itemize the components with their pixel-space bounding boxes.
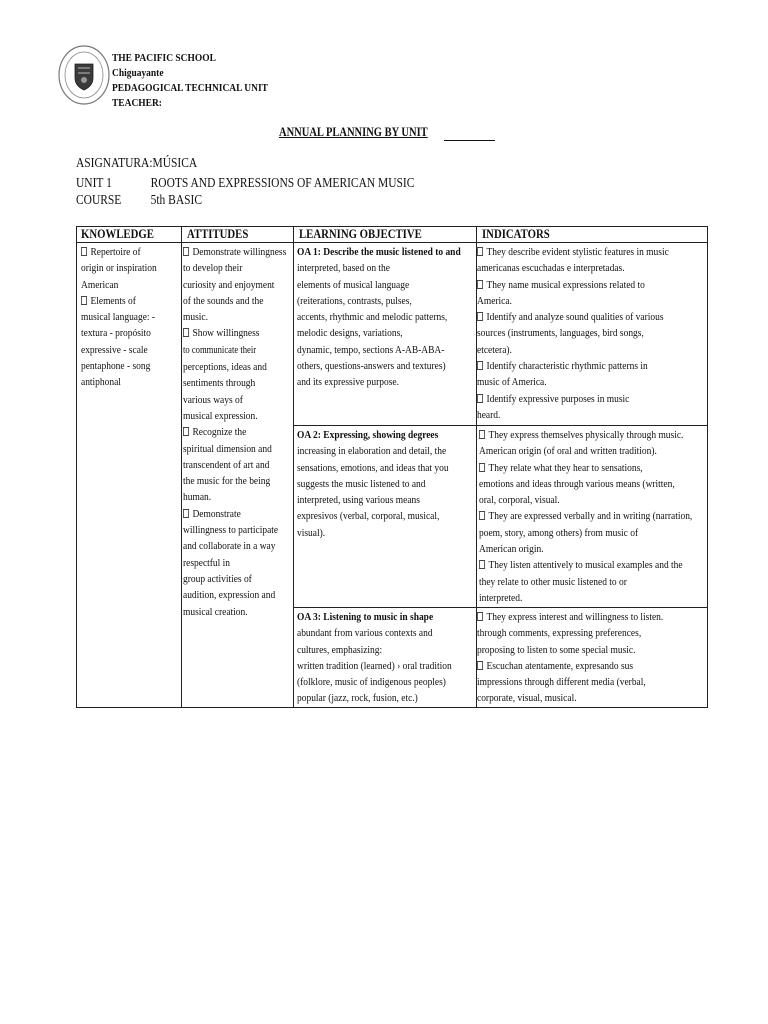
indicators-oa2-cell xyxy=(479,427,707,606)
attitude-line-text: to develop their xyxy=(183,262,243,275)
oa1-line: melodic designs, variations, xyxy=(297,327,403,340)
indicator-line-text: corporate, visual, musical. xyxy=(477,692,577,705)
indicator-line-text: they relate to other music listened to or xyxy=(479,575,627,588)
oa2-line: interpreted, using various means xyxy=(297,494,420,507)
objective-oa3 xyxy=(297,609,451,706)
indicator-line xyxy=(477,342,675,358)
indicator-line-text: They name musical expressions related to xyxy=(486,278,645,291)
indicator-line xyxy=(477,407,675,423)
indicator-line xyxy=(477,309,675,325)
indicator-line-text: americanas escuchadas e interpretadas. xyxy=(477,262,625,275)
attitude-line xyxy=(183,473,278,489)
indicator-line-text: emotions and ideas through various means (written, xyxy=(479,477,675,490)
attitude-line-text: and collaborate in a way xyxy=(183,540,276,553)
attitude-line xyxy=(183,457,278,473)
oa3-line: cultures, emphasizing: xyxy=(297,643,383,656)
planning-table xyxy=(76,226,708,708)
knowledge-line-text: American xyxy=(81,278,119,291)
bullet-box-icon xyxy=(479,463,485,472)
indicators-oa1-cell xyxy=(477,244,707,424)
indicator-line-text: Identify and analyze sound qualities of various xyxy=(486,311,664,324)
indicator-line xyxy=(477,277,675,293)
indicators-oa3-cell xyxy=(477,609,707,706)
attitude-line-text: transcendent of art and xyxy=(183,458,270,471)
oa3-line: written tradition (learned) › oral tradition xyxy=(297,659,452,672)
knowledge-line xyxy=(81,309,166,325)
bullet-box-icon xyxy=(477,280,483,289)
indicator-line xyxy=(479,525,675,541)
attitude-line-text: human. xyxy=(183,491,212,504)
indicator-line xyxy=(477,690,675,706)
oa2-lead: Expressing, showing degrees xyxy=(320,429,439,441)
attitude-line xyxy=(183,260,278,276)
oa1-line: (reiterations, contrasts, pulses, xyxy=(297,294,412,307)
indicator-line xyxy=(477,260,675,276)
oa1-line: accents, rhythmic and melodic patterns, xyxy=(297,311,448,324)
attitude-line xyxy=(183,392,278,408)
attitude-line xyxy=(183,538,278,554)
title-underline-rule xyxy=(444,140,495,141)
header-knowledge: KNOWLEDGE xyxy=(81,227,154,241)
indicator-line-text: American origin (of oral and written tradition). xyxy=(479,445,657,458)
indicator-line xyxy=(477,658,675,674)
attitude-line-text: various ways of xyxy=(183,393,243,406)
indicator-line xyxy=(479,574,675,590)
indicator-line xyxy=(477,391,675,407)
school-unit: PEDAGOGICAL TECHNICAL UNIT xyxy=(112,82,268,94)
header-attitudes: ATTITUDES xyxy=(187,227,249,241)
indicator-line-text: Escuchan atentamente, expresando sus xyxy=(486,659,634,672)
attitude-line-text: Show willingness xyxy=(192,327,260,340)
column-divider xyxy=(293,227,294,707)
indicator-line-text: America. xyxy=(477,294,512,307)
attitude-line xyxy=(183,277,278,293)
attitude-line-text: Demonstrate xyxy=(192,507,241,520)
indicator-line xyxy=(479,427,684,443)
oa1-line: interpreted, based on the xyxy=(297,262,391,275)
oa3-body xyxy=(297,625,451,706)
oa1-code: OA 1: xyxy=(297,246,321,258)
indicator-line xyxy=(479,508,693,524)
knowledge-list xyxy=(81,244,166,391)
knowledge-line-text: pentaphone - song xyxy=(81,360,151,373)
oa2-line: expresivos (verbal, corporal, musical, xyxy=(297,510,440,523)
indicator-line-text: They are expressed verbally and in writing (narration, xyxy=(488,510,693,523)
indicator-line xyxy=(477,293,675,309)
school-crest-logo xyxy=(58,44,110,106)
unit-value: ROOTS AND EXPRESSIONS OF AMERICAN MUSIC xyxy=(150,176,415,191)
indicators-oa1-list xyxy=(477,244,675,423)
course-line xyxy=(76,192,202,210)
objective-oa3-cell xyxy=(297,609,476,706)
attitude-line xyxy=(183,342,278,359)
bullet-box-icon xyxy=(477,247,483,256)
column-divider xyxy=(181,227,182,707)
indicator-line xyxy=(477,374,675,390)
attitude-line xyxy=(183,604,278,620)
knowledge-line-text: textura - propósito xyxy=(81,327,151,340)
oa2-line: visual). xyxy=(297,526,326,539)
oa3-line: popular (jazz, rock, fusion, etc.) xyxy=(297,692,418,705)
bullet-box-icon xyxy=(183,509,189,518)
oa1-lead: Describe the music listened to and xyxy=(320,246,461,258)
indicator-line xyxy=(477,625,675,641)
knowledge-line-text: origin or inspiration xyxy=(81,262,157,275)
bullet-box-icon xyxy=(81,296,87,305)
subject-line xyxy=(76,155,197,173)
attitude-line xyxy=(183,244,287,260)
header-row-divider xyxy=(77,242,707,243)
oa1-line: and its expressive purpose. xyxy=(297,376,399,389)
indicator-line-text: etcetera). xyxy=(477,343,512,356)
indicator-line xyxy=(479,492,675,508)
attitudes-cell xyxy=(183,244,293,706)
indicator-line-text: impressions through different media (verbal, xyxy=(477,676,646,689)
oa1-line: others, questions-answers and textures) xyxy=(297,360,446,373)
header-indicators: INDICATORS xyxy=(482,227,550,241)
attitude-line xyxy=(183,424,278,440)
indicator-line-text: interpreted. xyxy=(479,591,523,604)
bullet-box-icon xyxy=(477,661,483,670)
attitude-line xyxy=(183,375,278,391)
knowledge-line xyxy=(81,260,166,276)
indicator-line xyxy=(477,244,675,260)
oa3-line: (folklore, music of indigenous peoples) xyxy=(297,676,446,689)
row-divider xyxy=(293,607,707,608)
objective-oa1-cell xyxy=(297,244,476,424)
knowledge-line-text: musical language: - xyxy=(81,311,156,324)
knowledge-line-text: expressive - scale xyxy=(81,343,148,356)
attitude-line xyxy=(183,441,278,457)
attitude-line xyxy=(183,506,278,522)
school-header xyxy=(112,51,268,111)
bullet-box-icon xyxy=(479,511,485,520)
row-divider xyxy=(293,425,707,426)
attitude-line xyxy=(183,489,278,505)
indicator-line-text: They relate what they hear to sensations, xyxy=(488,461,643,474)
attitude-line xyxy=(183,359,278,375)
header-learning-objective: LEARNING OBJECTIVE xyxy=(299,227,422,241)
knowledge-cell xyxy=(81,244,180,706)
school-city: Chiguayante xyxy=(112,67,164,79)
attitude-line xyxy=(183,571,278,587)
indicator-line-text: poem, story, among others) from music of xyxy=(479,526,639,539)
knowledge-line xyxy=(81,244,166,260)
attitude-line-text: to communicate their xyxy=(183,344,257,356)
indicator-line-text: heard. xyxy=(477,408,501,421)
attitude-line xyxy=(183,325,278,341)
knowledge-line xyxy=(81,358,166,374)
bullet-box-icon xyxy=(183,427,189,436)
school-name: THE PACIFIC SCHOOL xyxy=(112,52,216,64)
attitude-line-text: spiritual dimension and xyxy=(183,442,272,455)
indicator-line xyxy=(479,460,675,476)
attitude-line xyxy=(183,522,278,538)
course-label: COURSE xyxy=(76,193,122,208)
attitudes-list xyxy=(183,244,287,620)
objective-oa2-cell xyxy=(297,427,476,606)
teacher-label: TEACHER: xyxy=(112,97,162,109)
course-value: 5th BASIC xyxy=(150,193,202,208)
indicator-line-text: proposing to listen to some special music. xyxy=(477,643,636,656)
attitude-line xyxy=(183,408,278,424)
oa2-line: sensations, emotions, and ideas that you xyxy=(297,461,449,474)
oa3-lead: Listening to music in shape xyxy=(320,611,434,623)
indicator-line xyxy=(477,642,675,658)
knowledge-line xyxy=(81,277,166,293)
indicator-line xyxy=(477,325,675,341)
knowledge-line xyxy=(81,293,166,309)
indicator-line-text: They express interest and willingness to listen. xyxy=(486,611,664,623)
knowledge-line xyxy=(81,325,166,341)
indicator-line-text: They listen attentively to musical examples and the xyxy=(488,559,683,572)
attitude-line xyxy=(183,293,278,309)
oa1-line: elements of musical language xyxy=(297,278,410,291)
bullet-box-icon xyxy=(477,394,483,403)
indicator-line-text: They express themselves physically through music. xyxy=(488,429,684,441)
oa1-line: dynamic, tempo, sections A-AB-ABA- xyxy=(297,343,445,356)
attitude-line xyxy=(183,309,278,325)
indicator-line xyxy=(477,609,675,625)
oa3-line: abundant from various contexts and xyxy=(297,627,433,640)
indicator-line xyxy=(479,476,675,492)
attitude-line xyxy=(183,587,278,603)
oa1-body xyxy=(297,260,451,390)
attitude-line-text: musical creation. xyxy=(183,605,248,618)
attitude-line-text: group activities of xyxy=(183,572,252,585)
indicator-line xyxy=(477,358,675,374)
bullet-box-icon xyxy=(479,560,485,569)
indicator-line-text: oral, corporal, visual. xyxy=(479,494,560,507)
bullet-box-icon xyxy=(477,612,483,621)
attitude-line-text: Demonstrate willingness xyxy=(192,246,287,258)
oa2-line: suggests the music listened to and xyxy=(297,477,426,490)
indicator-line-text: music of America. xyxy=(477,376,547,389)
indicator-line xyxy=(479,541,675,557)
indicator-line xyxy=(479,590,675,606)
bullet-box-icon xyxy=(183,328,189,337)
attitude-line-text: respectful in xyxy=(183,556,231,569)
unit-label: UNIT 1 xyxy=(76,176,112,191)
knowledge-line xyxy=(81,342,166,358)
knowledge-line xyxy=(81,374,166,390)
attitude-line-text: of the sounds and the xyxy=(183,294,264,307)
objective-oa2 xyxy=(297,427,451,541)
indicator-line xyxy=(479,557,683,573)
attitude-line-text: Recognize the xyxy=(192,426,247,439)
bullet-box-icon xyxy=(477,312,483,321)
objective-oa1 xyxy=(297,244,461,391)
indicators-oa2-list xyxy=(479,427,693,606)
indicator-line-text: American origin. xyxy=(479,543,544,556)
bullet-box-icon xyxy=(479,430,485,439)
oa2-line: increasing in elaboration and detail, the xyxy=(297,445,447,458)
indicator-line xyxy=(477,674,675,690)
attitude-line-text: curiosity and enjoyment xyxy=(183,278,275,291)
knowledge-line-text: Elements of xyxy=(90,294,136,307)
oa2-body xyxy=(297,443,451,541)
indicator-line xyxy=(479,443,675,459)
knowledge-line-text: Repertoire of xyxy=(90,246,141,258)
bullet-box-icon xyxy=(477,361,483,370)
indicator-line-text: through comments, expressing preferences, xyxy=(477,627,642,640)
attitude-line-text: music. xyxy=(183,311,208,324)
indicator-line-text: Identify expressive purposes in music xyxy=(486,392,630,405)
oa3-code: OA 3: xyxy=(297,611,321,623)
unit-line xyxy=(76,175,414,193)
indicator-line-text: They describe evident stylistic features in music xyxy=(486,246,669,258)
oa2-code: OA 2: xyxy=(297,429,321,441)
attitude-line-text: musical expression. xyxy=(183,409,258,422)
indicator-line-text: sources (instruments, languages, bird songs, xyxy=(477,327,644,340)
document-title: ANNUAL PLANNING BY UNIT xyxy=(279,125,428,139)
attitude-line xyxy=(183,555,278,571)
attitude-line-text: audition, expression and xyxy=(183,589,276,602)
bullet-box-icon xyxy=(81,247,87,256)
attitude-line-text: willingness to participate xyxy=(183,524,279,537)
indicator-line-text: Identify characteristic rhythmic patterns in xyxy=(486,360,648,373)
subject-text: ASIGNATURA:MÚSICA xyxy=(76,156,198,171)
attitude-line-text: perceptions, ideas and xyxy=(183,361,267,374)
knowledge-line-text: antiphonal xyxy=(81,376,121,389)
bullet-box-icon xyxy=(183,247,189,256)
attitude-line-text: sentiments through xyxy=(183,377,256,390)
indicators-oa3-list xyxy=(477,609,675,706)
attitude-line-text: the music for the being xyxy=(183,475,271,488)
